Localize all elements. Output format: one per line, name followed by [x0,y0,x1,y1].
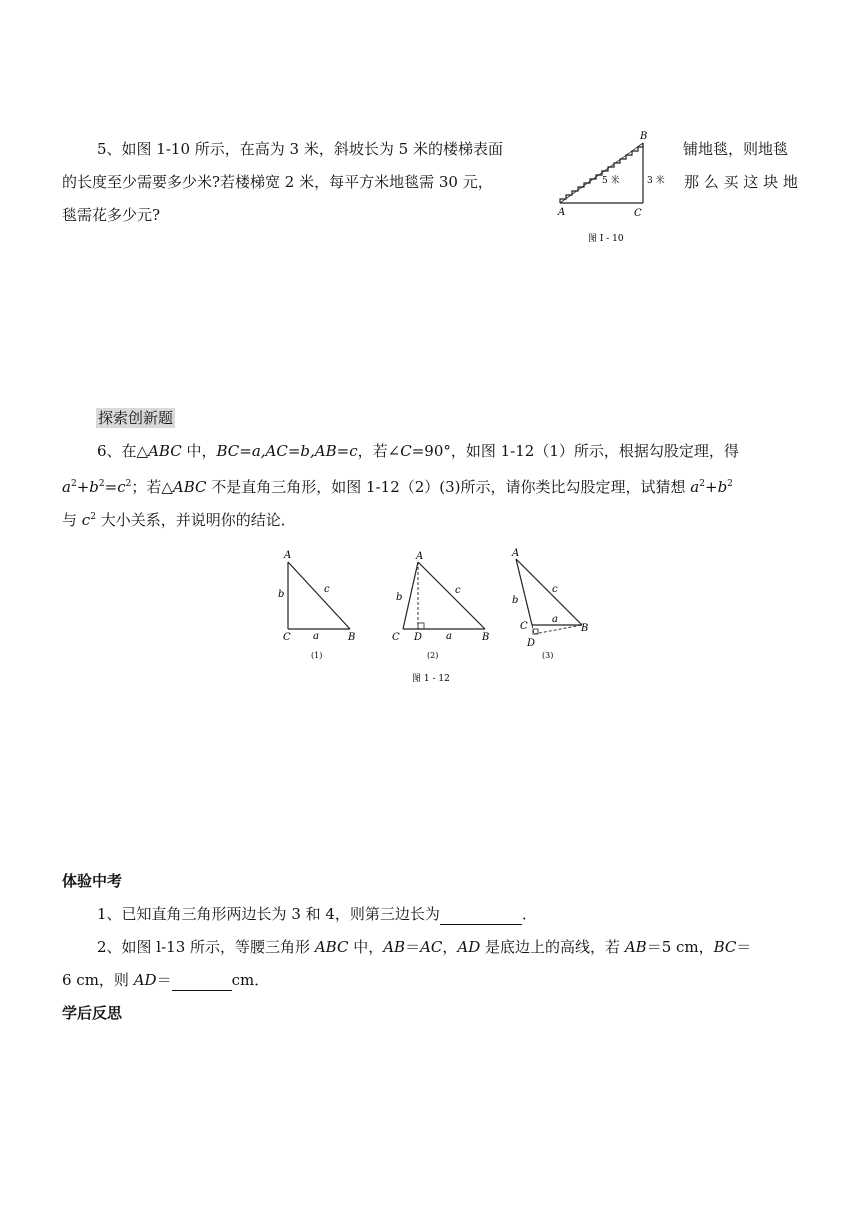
q6-line3 [62,507,296,530]
section-explore [96,408,175,428]
q6-text: 不是直角三角形，如图 1-12（2）(3)所示，请你类比勾股定理，试猜想 [206,478,691,496]
exam-q2-text: ， [442,938,458,956]
section-explore-label: 探索创新题 [98,409,174,427]
q6-var: ABC [148,442,182,460]
fig12-2-C: C [392,632,400,643]
q6-text: 与 [62,511,82,529]
q6-text: =90°，如图 1-12（1）所示，根据勾股定理，得 [411,442,739,460]
exam-q1-text: 1、已知直角三角形两边长为 3 和 4，则第三边长为 [97,905,440,923]
fig12-2-D: D [414,632,423,643]
q6-var: b [89,478,99,496]
q5-line3: 毯需花多少元? [62,206,161,224]
exam-q2-var: AB [624,938,647,956]
exam-q2-text: 6 cm，则 [62,971,134,989]
q6-sup: 2 [699,479,705,489]
q6-var: b [717,478,728,496]
exam-q2-text: ＝ [405,938,421,956]
exam-q2-unit: cm． [231,971,270,989]
q6-text: ；若△ [131,478,173,496]
q6-var: BC=a,AC=b,AB=c [216,442,358,460]
fig10-label-B: B [640,131,648,142]
exam-q2-var: ABC [314,938,349,956]
q6-text: 6、在△ [97,442,149,460]
q6-line1 [97,441,739,461]
q6-sup: 2 [727,479,733,489]
fig12-3-B: B [581,623,589,634]
exam-q2-var: AD [133,971,157,989]
fig12-1-b: b [278,589,285,600]
exam-q2-answer-blank[interactable] [172,970,232,991]
fig12-sub1: (1) [311,651,323,660]
q6-line2 [62,474,733,497]
q6-text: + [76,478,90,496]
q6-text: 中， [181,442,217,460]
fig12-triangle-2 [392,551,489,660]
fig12-3-D: D [527,638,536,649]
q6-var: ABC [172,478,207,496]
fig12-1-c: c [324,584,330,595]
fig10-slope-label: 5 米 [602,176,620,186]
q6-sup: 2 [70,479,77,489]
fig12-2-c: c [455,585,461,596]
q6-text: 大小关系，并说明你的结论． [95,511,296,529]
fig12-1-a: a [313,631,319,642]
exam-q2-text: ＝5 cm， [646,938,714,956]
fig12-3-c: c [552,584,558,595]
exam-q2-line2 [62,970,269,991]
fig12-triangle-3 [511,548,588,660]
exam-q1-end: ． [521,905,537,923]
exam-q2-var: BC [713,938,737,956]
q5-line1-right: 铺地毯，则地毯 [683,140,789,158]
exam-q2-var: AD [457,938,481,956]
q6-var: c [81,511,91,529]
q5-line2-right: 那 么 买 这 块 地 [684,173,798,191]
q6-var: a [690,478,700,496]
q6-var: c [117,478,126,496]
fig12-3-a: a [552,614,558,625]
fig12-3-A: A [512,548,520,559]
exam-q1-answer-blank[interactable] [440,904,522,925]
q6-sup: 2 [125,479,132,489]
figure-1-10 [550,125,675,250]
section-exam: 体验中考 [62,872,123,890]
fig12-1-C: C [283,632,291,643]
fig12-2-b: b [396,592,403,603]
exam-q2-text: ＝ [736,938,752,956]
exam-q2-text: 是底边上的高线，若 [480,938,625,956]
fig10-label-A: A [558,207,566,218]
fig12-1-B: B [348,632,356,643]
fig12-2-B: B [482,632,490,643]
exam-q2-text: 中， [348,938,384,956]
q6-var: a [62,478,71,496]
fig12-2-a: a [446,631,452,642]
section-reflect: 学后反思 [62,1004,123,1022]
fig12-3-b: b [512,595,519,606]
q6-sup: 2 [90,512,96,522]
exam-q2-text: 2、如图 l-13 所示，等腰三角形 [97,938,315,956]
exam-q2-var: AC [420,938,443,956]
q6-text: ，若∠ [357,442,401,460]
q6-text: + [704,478,718,496]
fig12-2-A: A [416,551,424,562]
exam-q2-line1 [97,937,751,957]
fig12-1-A: A [284,550,292,561]
q5-line2-left: 的长度至少需要多少米?若楼梯宽 2 米，每平方米地毯需 30 元， [62,173,493,191]
exam-q2-text: ＝ [156,971,172,989]
fig10-caption: 图 I - 10 [588,234,624,244]
q6-text: = [104,478,118,496]
fig10-label-C: C [634,208,642,219]
fig12-triangle-1 [278,550,355,660]
exam-q1 [97,904,537,925]
fig12-3-C: C [520,621,528,632]
q5-line1-left: 5、如图 1-10 所示，在高为 3 米，斜坡长为 5 米的楼梯表面 [97,140,503,158]
fig12-sub2: (2) [427,651,439,660]
fig10-height-label: 3 米 [647,176,665,186]
figure-1-12 [270,545,610,690]
q6-sup: 2 [98,479,105,489]
exam-q2-var: AB [383,938,406,956]
fig12-caption: 图 1 - 12 [412,674,450,684]
q6-var: C [400,442,412,460]
fig12-sub3: (3) [542,651,554,660]
